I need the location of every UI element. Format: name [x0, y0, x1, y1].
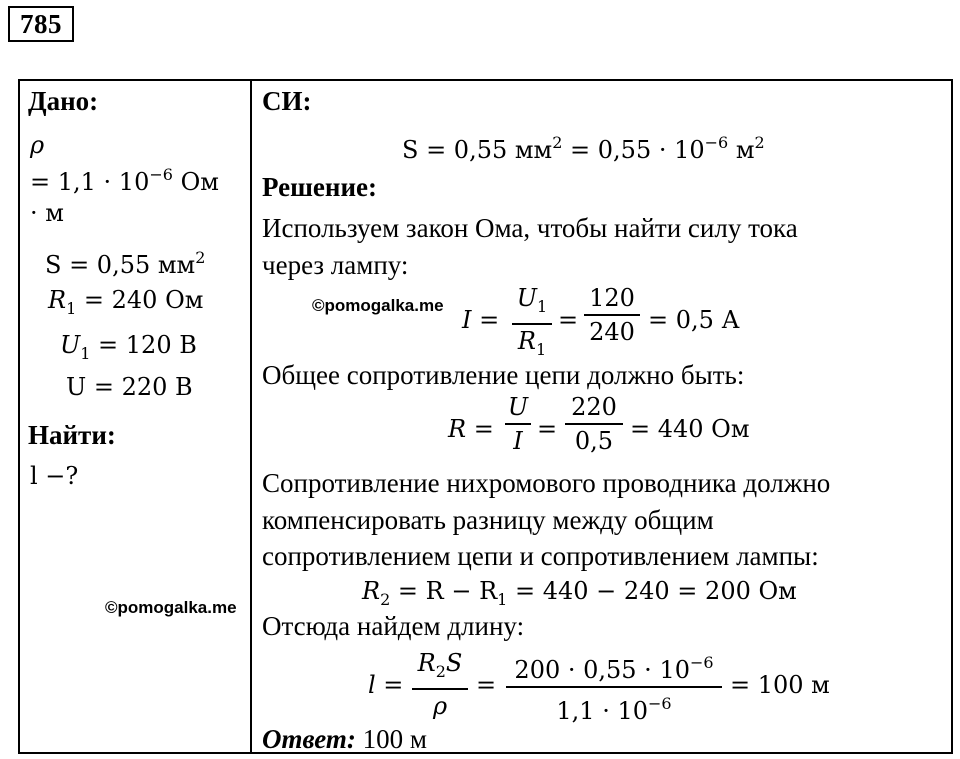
eq2-result: = 440 Ом: [630, 415, 750, 443]
find-line: l −?: [30, 462, 79, 490]
given-area: S = 0,55 $мм^2$: [45, 248, 206, 279]
eq1-fraction-u1-r1: $U_1$ $R_1$: [512, 283, 552, 365]
eq2-fraction-u-i: U I: [505, 392, 531, 456]
eq2-eq: =: [537, 415, 558, 443]
si-header: СИ:: [262, 86, 312, 116]
given-header: Дано:: [28, 86, 99, 116]
eq4-eq: =: [476, 671, 497, 699]
eq1-fraction-numbers: 120 240: [584, 283, 640, 347]
eq3: $R_2 = R - R_1 = 440 - 240 = 200$ Ом: [362, 577, 797, 609]
solution-p3-line1: Сопротивление нихромового проводника должно: [262, 468, 831, 498]
eq4-fraction-symbolic: $R_2S$ ρ: [412, 648, 468, 721]
rho-unit-cont: · м: [30, 199, 64, 227]
watermark-bottom: ©pomogalka.me: [105, 598, 237, 617]
find-header: Найти:: [28, 420, 116, 450]
given-r1: $R_1 = 240$ Ом: [48, 286, 204, 318]
eq1-lhs: I =: [462, 306, 500, 334]
eq1-eq: =: [558, 306, 579, 334]
solution-p2: Общее сопротивление цепи должно быть:: [262, 360, 745, 390]
solution-header: Решение:: [262, 172, 377, 202]
solution-p3-line2: компенсировать разницу между общим: [262, 505, 714, 535]
watermark-top: ©pomogalka.me: [312, 296, 444, 315]
answer-line: Ответ: 100 м: [262, 724, 427, 754]
given-u: U = 220 В: [66, 373, 193, 401]
eq2-lhs: R =: [448, 415, 494, 443]
given-u1: $U_1 = 120$ В: [60, 331, 197, 363]
eq4-lhs: l =: [368, 671, 404, 699]
problem-number: 785: [8, 6, 74, 42]
column-divider: [250, 79, 252, 754]
eq1-result: = 0,5 А: [648, 306, 740, 334]
eq4-fraction-numbers: $200 \cdot 0,55 \cdot 10^{-6}$ $1,1 \cdot 10^{-6}$: [506, 648, 722, 726]
solution-p1-line1: Используем закон Ома, чтобы найти силу тока: [262, 213, 798, 243]
si-area-conversion: S = 0,55 $мм^2 = 0,55 \cdot 10^{-6}$ $м^2$: [402, 133, 765, 164]
rho-symbol: ρ: [30, 131, 45, 159]
eq4-result: = 100 м: [730, 671, 830, 699]
eq2-fraction-numbers: 220 0,5: [565, 392, 623, 456]
solution-p3-line3: сопротивлением цепи и сопротивлением лампы:: [262, 541, 819, 571]
solution-p1-line2: через лампу:: [262, 250, 409, 280]
solution-p4: Отсюда найдем длину:: [262, 611, 525, 641]
rho-value: = $1,1 \cdot 10^{-6}$ Ом: [30, 165, 219, 196]
